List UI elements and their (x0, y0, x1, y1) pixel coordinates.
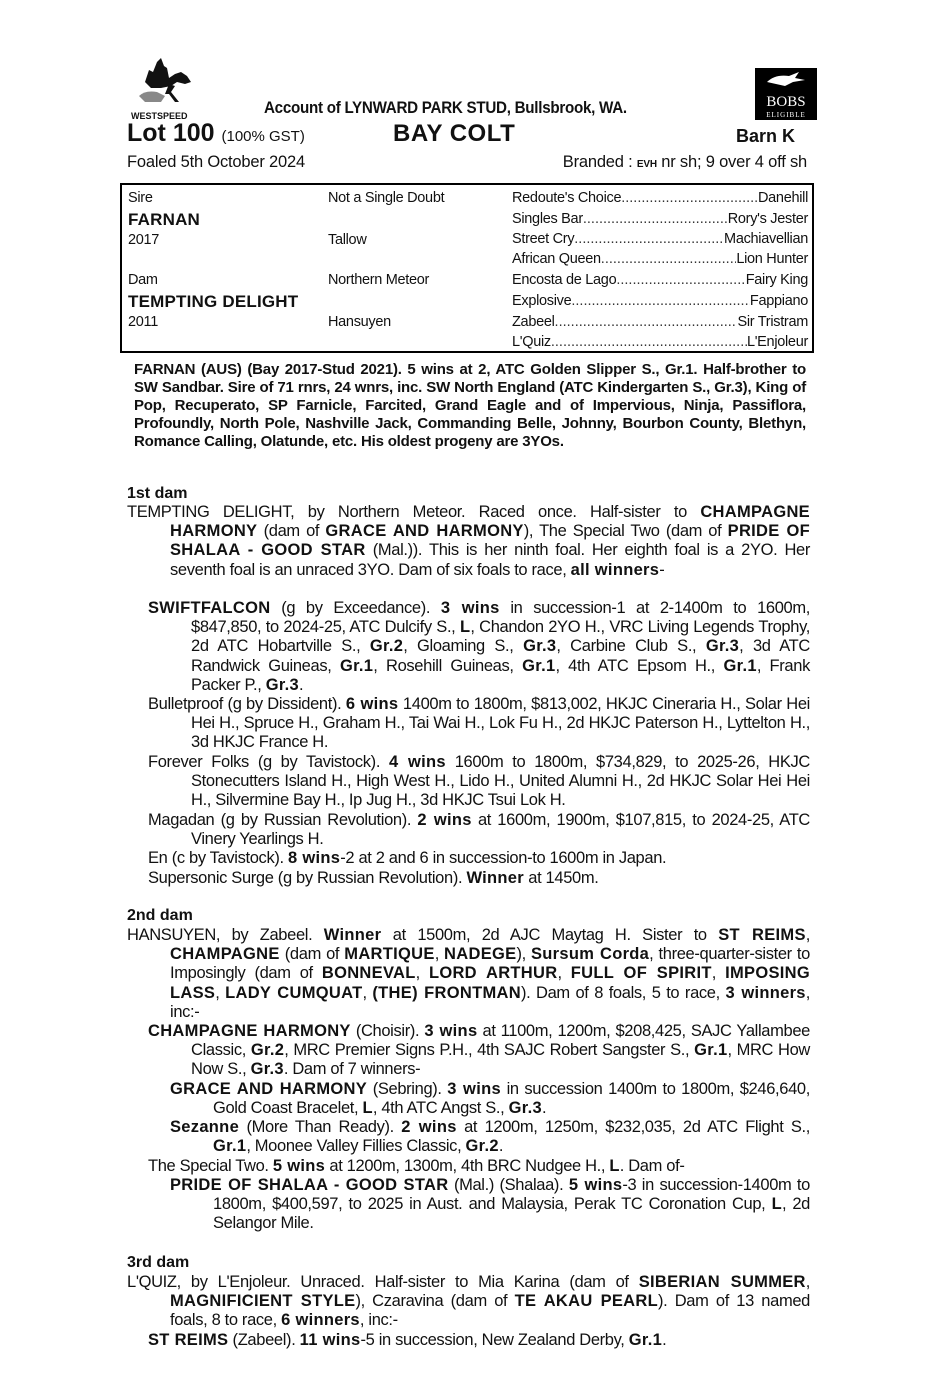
grandparent-row (512, 211, 808, 227)
grandparent-name: L'Quiz (512, 334, 551, 350)
bold-emphasis: GRACE AND HARMONY (325, 522, 524, 541)
grand-progeny-entry: PRIDE OF SHALAA - GOOD STAR (Mal.) (Shalaa). 5 wins-3 in succession-1400m to 1800m, $400,597, to 2025 in Aust. and Malaysia, Perak TC Coronation Cup, L, 2d Selangor Mile. (170, 1176, 810, 1233)
leader-dots (571, 293, 750, 309)
bold-emphasis: Gr.1 (339, 656, 374, 675)
bold-emphasis: CHAMPAGNE HARMONY (170, 503, 810, 541)
bold-emphasis: LADY CUMQUAT (225, 983, 363, 1002)
bold-emphasis: CHAMPAGNE HARMONY (148, 1022, 351, 1040)
grandparent-name: Zabeel (512, 314, 555, 330)
bold-emphasis: L (459, 618, 471, 637)
bold-emphasis: 6 wins (345, 695, 399, 713)
great-grandsire-name: Danehill (758, 190, 808, 206)
progeny-entry: Bulletproof (g by Dissident). 6 wins 1400m to 1800m, $813,002, HKJC Cineraria H., Solar Hei Hei H., Spruce H., Graham H., Tai Wai H., Lok Fu H., 2d HKJC Paterson H., Lyttelton H., 3d HKJC France H. (148, 695, 810, 752)
grand-progeny-entry: Sezanne (More Than Ready). 2 wins at 1200m, 1250m, $232,035, 2d ATC Flight S., Gr.1, Moonee Valley Fillies Classic, Gr.2. (170, 1118, 810, 1156)
bold-emphasis: IMPOSING LASS (170, 964, 811, 1002)
first-dam-heading: 1st dam (127, 485, 188, 502)
bold-emphasis: Gr.3 (250, 1060, 284, 1079)
bold-emphasis: Gr.3 (705, 637, 740, 656)
second-dam-heading: 2nd dam (127, 907, 193, 924)
bold-emphasis: 4 wins (388, 753, 446, 771)
grandparent-row (512, 293, 808, 309)
bold-emphasis: CHAMPAGNE (170, 945, 280, 964)
sire-label: Sire (128, 190, 153, 206)
third-dam-heading: 3rd dam (127, 1254, 190, 1271)
grandparent-row (512, 334, 808, 350)
bold-emphasis: L (362, 1099, 373, 1118)
bold-emphasis: FULL OF SPIRIT (570, 964, 712, 983)
pedigree-table (120, 183, 814, 353)
branded-suffix: nr sh; 9 over 4 off sh (656, 153, 807, 171)
great-grandsire-name: Machiavellian (724, 231, 808, 247)
foaled-date: Foaled 5th October 2024 (127, 153, 305, 171)
dam-year: 2011 (128, 314, 158, 330)
progeny-entry: Forever Folks (g by Tavistock). 4 wins 1600m to 1800m, $734,829, to 2025-26, HKJC Stonecutters Island H., High West H., Lido H., United Alumni H., 2d HKJC Solar Hei Hei H., Silvermine Bay H., Ip Jug H., 3d HKJC Tsui Lok H. (148, 753, 810, 810)
progeny-entry: SWIFTFALCON (g by Exceedance). 3 wins in succession-1 at 2-1400m to 1600m, $847,850, to 2024-25, ATC Dulcify S., L, Chandon 2YO H., VRC Living Legends Trophy, 2d ATC Hobartville S., Gr.2, Gloaming S., Gr.3, Carbine Club S., Gr.3, 3d ATC Randwick Guineas, Gr.1, Rosehill Guineas, Gr.1, 4th ATC Epsom H., Gr.1, Frank Packer P., Gr.3. (148, 599, 810, 694)
bobs-horse-icon (755, 68, 817, 90)
grandparent-name: Encosta de Lago (512, 272, 617, 288)
brand-description (563, 153, 807, 172)
bold-emphasis: 3 wins (447, 1080, 501, 1098)
dam-name: TEMPTING DELIGHT (128, 292, 299, 311)
lot-label: Lot 100 (127, 119, 215, 147)
great-grandsire-name: Lion Hunter (736, 251, 808, 267)
bold-emphasis: 11 wins (299, 1331, 361, 1349)
bold-emphasis: MAGNIFICIENT STYLE (170, 1292, 356, 1311)
bold-emphasis: NADEGE (444, 945, 517, 964)
horse-silhouette-icon (131, 56, 197, 104)
vendor-account: Account of LYNWARD PARK STUD, Bullsbrook, WA. (264, 99, 627, 117)
dam-dam: Hansuyen (328, 314, 391, 330)
sire-name: FARNAN (128, 210, 201, 229)
bold-emphasis: L (771, 1195, 782, 1214)
dam-label: Dam (128, 272, 158, 288)
bold-emphasis: 5 wins (272, 1157, 326, 1175)
leader-dots (601, 251, 737, 267)
bold-emphasis: L (609, 1157, 620, 1175)
bold-emphasis: BONNEVAL (321, 964, 416, 983)
grandparent-name: Redoute's Choice (512, 190, 622, 206)
grandparent-row (512, 190, 808, 206)
grandparent-row (512, 251, 808, 267)
bold-emphasis: Gr.1 (213, 1137, 247, 1156)
bold-emphasis: TE AKAU PEARL (514, 1292, 658, 1311)
sire-year: 2017 (128, 232, 160, 248)
grandparent-row (512, 272, 808, 288)
bobs-eligible-badge (755, 68, 817, 120)
leader-dots (555, 314, 738, 330)
bold-emphasis: Gr.1 (694, 1041, 728, 1060)
bold-emphasis: MARTIQUE (344, 945, 435, 964)
eligible-label: ELIGIBLE (766, 111, 806, 119)
dam-sire: Northern Meteor (328, 272, 430, 288)
progeny-entry: CHAMPAGNE HARMONY (Choisir). 3 wins at 1100m, 1200m, $208,425, SAJC Yallambee Classic, Gr.2, MRC Premier Signs P.H., 4th SAJC Robert Sangster S., Gr.1, MRC How Now S., Gr.3. Dam of 7 winners- (148, 1022, 810, 1079)
great-grandsire-name: Fappiano (749, 293, 808, 309)
third-dam-intro: L'QUIZ, by L'Enjoleur. Unraced. Half-sister to Mia Karina (dam of SIBERIAN SUMMER, MAGNIFICIENT STYLE), Czaravina (dam of TE AKAU PEARL). Dam of 13 named foals, 8 to race, 6 winners, inc:- (127, 1273, 811, 1330)
bold-emphasis: Sursum Corda (530, 945, 650, 964)
westspeed-logo (131, 56, 197, 121)
great-grandsire-name: L'Enjoleur (746, 334, 808, 350)
sire-dam: Tallow (328, 232, 367, 248)
bold-emphasis: ST REIMS (148, 1331, 229, 1349)
leader-dots (616, 272, 745, 288)
grandparent-name: Street Cry (512, 231, 575, 247)
bold-emphasis: Gr.1 (522, 656, 556, 675)
progeny-entry: ST REIMS (Zabeel). 11 wins-5 in succession, New Zealand Derby, Gr.1. (148, 1331, 667, 1349)
bobs-label: BOBS (766, 94, 806, 110)
lot-number (127, 119, 305, 148)
bold-emphasis: Sezanne (170, 1118, 240, 1136)
bold-emphasis: 3 wins (424, 1022, 478, 1040)
gst-note: (100% GST) (221, 128, 305, 145)
bold-emphasis: PRIDE OF SHALAA - GOOD STAR (170, 1176, 449, 1194)
bold-emphasis: 3 winners (725, 983, 806, 1002)
bold-emphasis: 2 wins (401, 1118, 457, 1136)
bold-emphasis: Gr.1 (723, 656, 757, 675)
bold-emphasis: (THE) FRONTMAN (372, 983, 521, 1002)
progeny-entry: En (c by Tavistock). 8 wins-2 at 2 and 6 in succession-to 1600m in Japan. (148, 849, 667, 867)
bold-emphasis: Gr.3 (508, 1099, 542, 1118)
bold-emphasis: 6 winners (281, 1311, 360, 1330)
brand-mark: EVH (636, 159, 657, 170)
leader-dots (551, 334, 747, 350)
bold-emphasis: ST REIMS (718, 926, 806, 944)
grandparent-row (512, 231, 808, 247)
horse-sex-colour: BAY COLT (393, 120, 516, 147)
bold-emphasis: all winners (570, 560, 660, 579)
bold-emphasis: 2 wins (417, 811, 472, 829)
bold-emphasis: Winner (323, 926, 382, 944)
grandparent-name: Singles Bar (512, 211, 583, 227)
bold-emphasis: Gr.2 (465, 1137, 499, 1156)
bold-emphasis: Gr.2 (250, 1041, 285, 1060)
bold-emphasis: 5 wins (568, 1176, 623, 1194)
bold-emphasis: Gr.1 (628, 1331, 663, 1349)
great-grandsire-name: Rory's Jester (727, 211, 808, 227)
progeny-entry: The Special Two. 5 wins at 1200m, 1300m, 4th BRC Nudgee H., L. Dam of- (148, 1157, 685, 1175)
barn-location: Barn K (736, 126, 796, 146)
bold-emphasis: SWIFTFALCON (148, 599, 271, 617)
second-dam-intro: HANSUYEN, by Zabeel. Winner at 1500m, 2d AJC Maytag H. Sister to ST REIMS, CHAMPAGNE (dam of MARTIQUE, NADEGE), Sursum Corda, three-quarter-sister to Imposingly (dam of BONNEVAL, LORD ARTHUR, FULL OF SPIRIT, IMPOSING LASS, LADY CUMQUAT, (THE) FRONTMAN). Dam of 8 foals, 5 to race, 3 winners, inc:- (127, 926, 811, 1021)
bold-emphasis: 8 wins (287, 849, 341, 867)
first-dam-intro: TEMPTING DELIGHT, by Northern Meteor. Raced once. Half-sister to CHAMPAGNE HARMONY (dam of GRACE AND HARMONY), The Special Two (dam of PRIDE OF SHALAA - GOOD STAR (Mal.)). This is her ninth foal. Her eighth foal is a 2YO. Her seventh foal is an unraced 3YO. Dam of six foals to race, all winners- (127, 503, 810, 579)
bold-emphasis: Gr.3 (265, 675, 300, 694)
great-grandsire-name: Fairy King (745, 272, 808, 288)
bold-emphasis: 3 wins (440, 599, 500, 617)
leader-dots (583, 211, 728, 227)
leader-dots (574, 231, 724, 247)
progeny-entry: Supersonic Surge (g by Russian Revolution). Winner at 1450m. (148, 869, 599, 887)
bold-emphasis: GRACE AND HARMONY (170, 1080, 368, 1098)
grand-progeny-entry: GRACE AND HARMONY (Sebring). 3 wins in succession 1400m to 1800m, $246,640, Gold Coast Bracelet, L, 4th ATC Angst S., Gr.3. (170, 1080, 810, 1118)
bold-emphasis: SIBERIAN SUMMER (638, 1273, 806, 1291)
grandparent-row (512, 314, 808, 330)
sire-sire: Not a Single Doubt (328, 190, 445, 206)
grandparent-name: African Queen (512, 251, 601, 267)
progeny-entry: Magadan (g by Russian Revolution). 2 wins at 1600m, 1900m, $107,815, to 2024-25, ATC Vinery Yearlings H. (148, 811, 810, 849)
leader-dots (621, 190, 758, 206)
westspeed-wordmark: WESTSPEED (131, 111, 188, 121)
bold-emphasis: LORD ARTHUR (428, 964, 558, 983)
bold-emphasis: Gr.3 (523, 637, 557, 656)
grandparent-name: Explosive (512, 293, 572, 309)
bold-emphasis: Gr.2 (369, 637, 404, 656)
sire-summary: FARNAN (AUS) (Bay 2017-Stud 2021). 5 wins at 2, ATC Golden Slipper S., Gr.1. Half-brother to SW Sandbar. Sire of 71 rnrs, 24 wnrs, inc. SW North England (ATC Kindergarten S., Gr.3), King of Pop, Recuperato, SP Farnicle, Farcited, Grand Eagle and of Impervious, Ninja, Passiflora, Profoundly, North Pole, Nashville Jack, Commanding Belle, Johnny, Bourbon County, Blethyn, Romance Calling, Olatunde, etc. His oldest progeny are 3YOs. (134, 361, 806, 450)
great-grandsire-name: Sir Tristram (737, 314, 808, 330)
bold-emphasis: PRIDE OF SHALAA - GOOD STAR (170, 522, 810, 560)
branded-prefix: Branded : (562, 153, 637, 171)
bold-emphasis: Winner (466, 869, 525, 887)
